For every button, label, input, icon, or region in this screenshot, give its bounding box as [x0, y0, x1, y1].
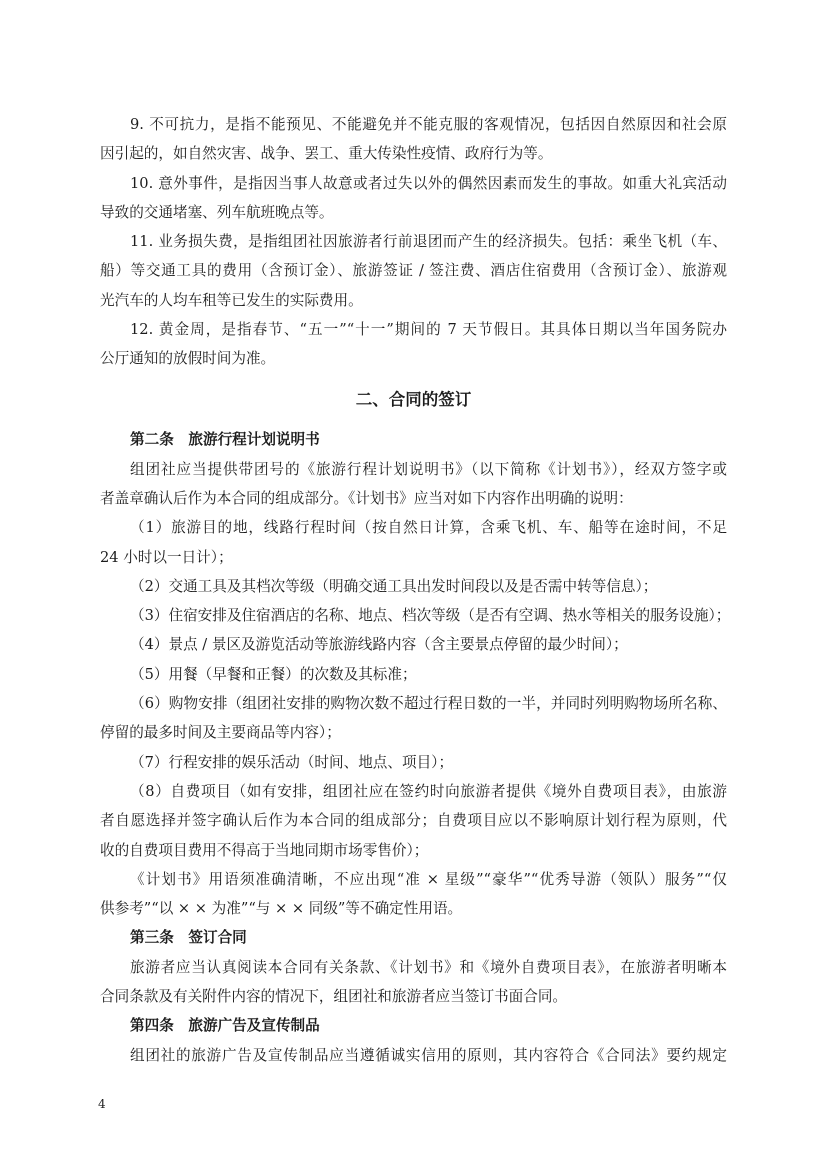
text-line: 者自愿选择并签字确认后作为本合同的组成部分；自费项目应以不影响原计划行程为原则，代 — [100, 812, 727, 830]
definition-item-10 — [100, 169, 727, 228]
article-4 — [100, 1011, 727, 1070]
text-line: 《计划书》用语须准确清晰，不应出现“准 × 星级”“豪华”“优秀导游（领队）服务”“仅 — [130, 870, 727, 888]
article-paragraph — [100, 455, 727, 514]
list-item-6 — [100, 689, 727, 748]
text-line: （8）自费项目（如有安排，组团社应在签约时向旅游者提供《境外自费项目表》，由旅游 — [130, 782, 727, 800]
text-line: 旅游者应当认真阅读本合同有关条款、《计划书》和《境外自费项目表》，在旅游者明晰本 — [130, 958, 727, 976]
text-line: 船）等交通工具的费用（含预订金）、旅游签证 / 签注费、酒店住宿费用（含预订金）、旅游观 — [100, 262, 727, 280]
text-line: 24 小时以一日计）； — [100, 548, 233, 566]
list-item-7 — [100, 748, 727, 777]
text-line: 10. 意外事件，是指因当事人故意或者过失以外的偶然因素而发生的事故。如重大礼宾活动 — [130, 174, 727, 192]
text-line: 收的自费项目费用不得高于当地同期市场零售价）； — [100, 841, 429, 859]
text-line: 11. 业务损失费，是指组团社因旅游者行前退团而产生的经济损失。包括：乘坐飞机（车、 — [130, 233, 727, 251]
list-item-3 — [100, 601, 731, 630]
definition-item-9 — [100, 110, 727, 169]
article-paragraph — [100, 1041, 727, 1070]
text-line: （1）旅游目的地，线路行程时间（按自然日计算，含乘飞机、车、船等在途时间，不足 — [130, 519, 727, 537]
text-line: 12. 黄金周，是指春节、“五一”“十一”期间的 7 天节假日。其具体日期以当年国务院办 — [130, 321, 727, 339]
text-line: 导致的交通堵塞、列车航班晚点等。 — [100, 203, 334, 221]
text-line: （3）住宿安排及住宿酒店的名称、地点、档次等级（是否有空调、热水等相关的服务设施）； — [130, 607, 731, 625]
article-paragraph — [100, 865, 727, 924]
article-paragraph — [100, 953, 727, 1012]
text-line: （2）交通工具及其档次等级（明确交通工具出发时间段以及是否需中转等信息）； — [130, 577, 658, 595]
text-line: 公厅通知的放假时间为准。 — [100, 350, 276, 368]
text-line: 因引起的，如自然灾害、战争、罢工、重大传染性疫情、政府行为等。 — [100, 145, 553, 163]
article-3 — [100, 923, 727, 1011]
page-number: 4 — [98, 1097, 106, 1111]
list-item-1 — [100, 513, 727, 572]
text-line: 者盖章确认后作为本合同的组成部分。《计划书》应当对如下内容作出明确的说明： — [100, 489, 633, 507]
text-line: （5）用餐（早餐和正餐）的次数及其标准； — [130, 665, 417, 683]
article-title: 第四条 旅游广告及宣传制品 — [130, 1017, 320, 1035]
text-line: （6）购物安排（组团社安排的购物次数不超过行程日数的一半，并同时列明购物场所名称、 — [130, 695, 727, 713]
text-line: 组团社的旅游广告及宣传制品应当遵循诚实信用的原则，其内容符合《合同法》要约规定 — [130, 1046, 727, 1064]
text-line: 光汽车的人均车租等已发生的实际费用。 — [100, 291, 363, 309]
definition-item-12 — [100, 315, 727, 374]
text-line: 合同条款及有关附件内容的情况下，组团社和旅游者应当签订书面合同。 — [100, 987, 568, 1005]
text-line: 9. 不可抗力，是指不能预见、不能避免并不能克服的客观情况，包括因自然原因和社会原 — [130, 116, 727, 133]
section-heading: 二、合同的签订 — [355, 390, 472, 410]
text-line: （4）景点 / 景区及游览活动等旅游线路内容（含主要景点停留的最少时间）； — [130, 636, 628, 654]
article-2 — [100, 425, 731, 923]
list-item-4 — [100, 630, 727, 659]
page-body — [100, 110, 731, 1070]
list-item-8 — [100, 777, 727, 865]
text-line: 停留的最多时间及主要商品等内容）； — [100, 724, 341, 742]
text-line: 供参考”“以 × × 为准”“与 × × 同级”等不确定性用语。 — [100, 900, 463, 918]
list-item-2 — [100, 572, 727, 601]
definition-item-11 — [100, 227, 727, 315]
article-title: 第三条 签订合同 — [130, 929, 247, 947]
article-title: 第二条 旅游行程计划说明书 — [130, 431, 320, 449]
text-line: （7）行程安排的娱乐活动（时间、地点、项目）； — [130, 753, 454, 771]
text-line: 组团社应当提供带团号的《旅游行程计划说明书》（以下简称《计划书》），经双方签字或 — [130, 460, 727, 478]
list-item-5 — [100, 660, 727, 689]
